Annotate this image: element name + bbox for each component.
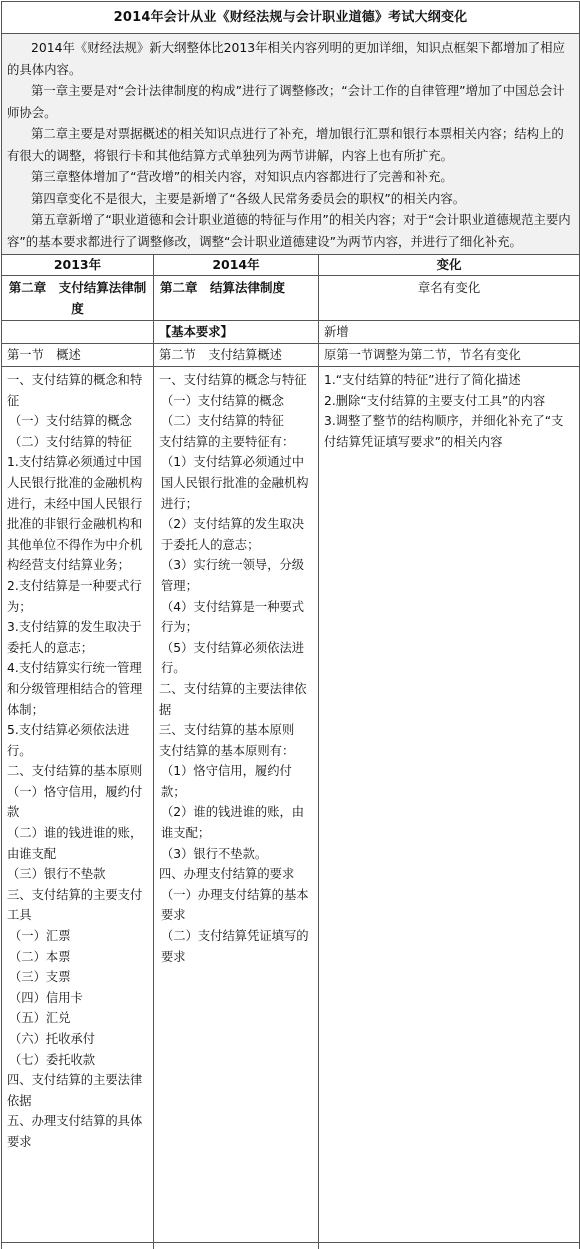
content-line: （3）实行统一领导，分级管理；: [159, 555, 314, 596]
intro-text: [2, 34, 580, 255]
content-line: 3.调整了整节的结构顺序，并细化补充了“支付结算凭证填写要求”的相关内容: [324, 411, 575, 452]
content-2013: [2, 367, 154, 1243]
continuation-row: [2, 1243, 580, 1249]
chapter-row: [2, 276, 580, 321]
content-line: 2.删除“支付结算的主要支付工具”的内容: [324, 391, 575, 412]
content-change: [319, 367, 580, 1243]
header-2013: 2013年: [2, 255, 154, 276]
content-line: 4.支付结算实行统一管理和分级管理相结合的管理体制；: [7, 658, 149, 720]
content-line: 四、支付结算的主要法律依据: [7, 1070, 149, 1111]
basic-change: 新增: [319, 321, 580, 344]
content-line: 一、支付结算的概念和特征: [7, 370, 149, 411]
content-row: [2, 367, 580, 1243]
content-line: （一）汇票: [7, 926, 149, 947]
content-line: （一）办理支付结算的基本要求: [159, 885, 314, 926]
content-line: （一）支付结算的概念: [159, 391, 314, 412]
continuation-cell: [2, 1243, 154, 1249]
content-line: 支付结算的主要特征有：: [159, 432, 314, 453]
intro-paragraph: 第四章变化不是很大，主要是新增了“各级人民常务委员会的职权”的相关内容。: [7, 188, 574, 210]
content-line: （七）委托收款: [7, 1050, 149, 1071]
chapter-2013: 第二章 支付结算法律制度: [2, 276, 154, 321]
content-line: （5）支付结算必须依法进行。: [159, 638, 314, 679]
header-2014: 2014年: [154, 255, 319, 276]
content-line: 2.支付结算是一种要式行为；: [7, 576, 149, 617]
content-line: 5.支付结算必须依法进行。: [7, 720, 149, 761]
section-2013: 第一节 概述: [2, 344, 154, 367]
chapter-2014: 第二章 结算法律制度: [154, 276, 319, 321]
intro-paragraph: 第二章主要是对票据概述的相关知识点进行了补充，增加银行汇票和银行本票相关内容；结构上的有很大的调整，将银行卡和其他结算方式单独列为两节讲解，内容上也有所扩充。: [7, 123, 574, 166]
intro-row: [2, 34, 580, 255]
chapter-change: 章名有变化: [319, 276, 580, 321]
content-line: （4）支付结算是一种要式行为；: [159, 597, 314, 638]
content-line: （2）谁的钱进谁的账，由谁支配；: [159, 802, 314, 843]
content-2014: [154, 367, 319, 1243]
intro-paragraph: 第三章整体增加了“营改增”的相关内容，对知识点内容都进行了完善和补充。: [7, 166, 574, 188]
content-line: （二）支付结算凭证填写的要求: [159, 926, 314, 967]
header-change: 变化: [319, 255, 580, 276]
continuation-cell: [319, 1243, 580, 1249]
content-line: （一）恪守信用，履约付款: [7, 782, 149, 823]
content-line: （3）银行不垫款。: [159, 844, 314, 865]
header-row: [2, 255, 580, 276]
content-line: （三）银行不垫款: [7, 864, 149, 885]
basic-requirements-row: [2, 321, 580, 344]
content-line: （五）汇兑: [7, 1008, 149, 1029]
content-line: 三、支付结算的主要支付工具: [7, 885, 149, 926]
outline-table: [1, 1, 580, 1249]
content-line: 1.支付结算必须通过中国人民银行批准的金融机构进行，未经中国人民银行批准的非银行金融机构和其他单位不得作为中介机构经营支付结算业务；: [7, 452, 149, 576]
content-line: （二）支付结算的特征: [7, 432, 149, 453]
content-line: （六）托收承付: [7, 1029, 149, 1050]
outline-changes-document: [1, 1, 579, 1249]
intro-paragraph: 第一章主要是对“会计法律制度的构成”进行了调整修改；“会计工作的自律管理”增加了中国总会计师协会。: [7, 80, 574, 123]
intro-paragraph: 2014年《财经法规》新大纲整体比2013年相关内容列明的更加详细，知识点框架下都增加了相应的具体内容。: [7, 37, 574, 80]
content-line: （三）支票: [7, 967, 149, 988]
content-line: 二、支付结算的基本原则: [7, 761, 149, 782]
content-line: （一）支付结算的概念: [7, 411, 149, 432]
content-line: 支付结算的基本原则有：: [159, 741, 314, 762]
continuation-cell: [154, 1243, 319, 1249]
intro-paragraph: 第五章新增了“职业道德和会计职业道德的特征与作用”的相关内容；对于“会计职业道德规范主要内容”的基本要求都进行了调整修改，调整“会计职业道德建设”为两节内容，并进行了细化补充。: [7, 209, 574, 252]
content-line: 二、支付结算的主要法律依据: [159, 679, 314, 720]
content-line: （1）恪守信用，履约付款；: [159, 761, 314, 802]
content-line: （1）支付结算必须通过中国人民银行批准的金融机构进行；: [159, 452, 314, 514]
content-line: 1.“支付结算的特征”进行了简化描述: [324, 370, 575, 391]
document-title: 2014年会计从业《财经法规与会计职业道德》考试大纲变化: [2, 2, 580, 34]
content-line: （2）支付结算的发生取决于委托人的意志；: [159, 514, 314, 555]
content-line: 四、办理支付结算的要求: [159, 864, 314, 885]
content-line: （四）信用卡: [7, 988, 149, 1009]
section-change: 原第一节调整为第二节，节名有变化: [319, 344, 580, 367]
title-row: [2, 2, 580, 34]
content-line: 五、办理支付结算的具体要求: [7, 1111, 149, 1152]
basic-2014: 【基本要求】: [154, 321, 319, 344]
content-line: （二）谁的钱进谁的账，由谁支配: [7, 823, 149, 864]
content-line: （二）本票: [7, 947, 149, 968]
section-2014: 第二节 支付结算概述: [154, 344, 319, 367]
content-line: （二）支付结算的特征: [159, 411, 314, 432]
content-line: 一、支付结算的概念与特征: [159, 370, 314, 391]
content-line: 3.支付结算的发生取决于委托人的意志；: [7, 617, 149, 658]
content-line: 三、支付结算的基本原则: [159, 720, 314, 741]
section-row: [2, 344, 580, 367]
basic-2013: [2, 321, 154, 344]
